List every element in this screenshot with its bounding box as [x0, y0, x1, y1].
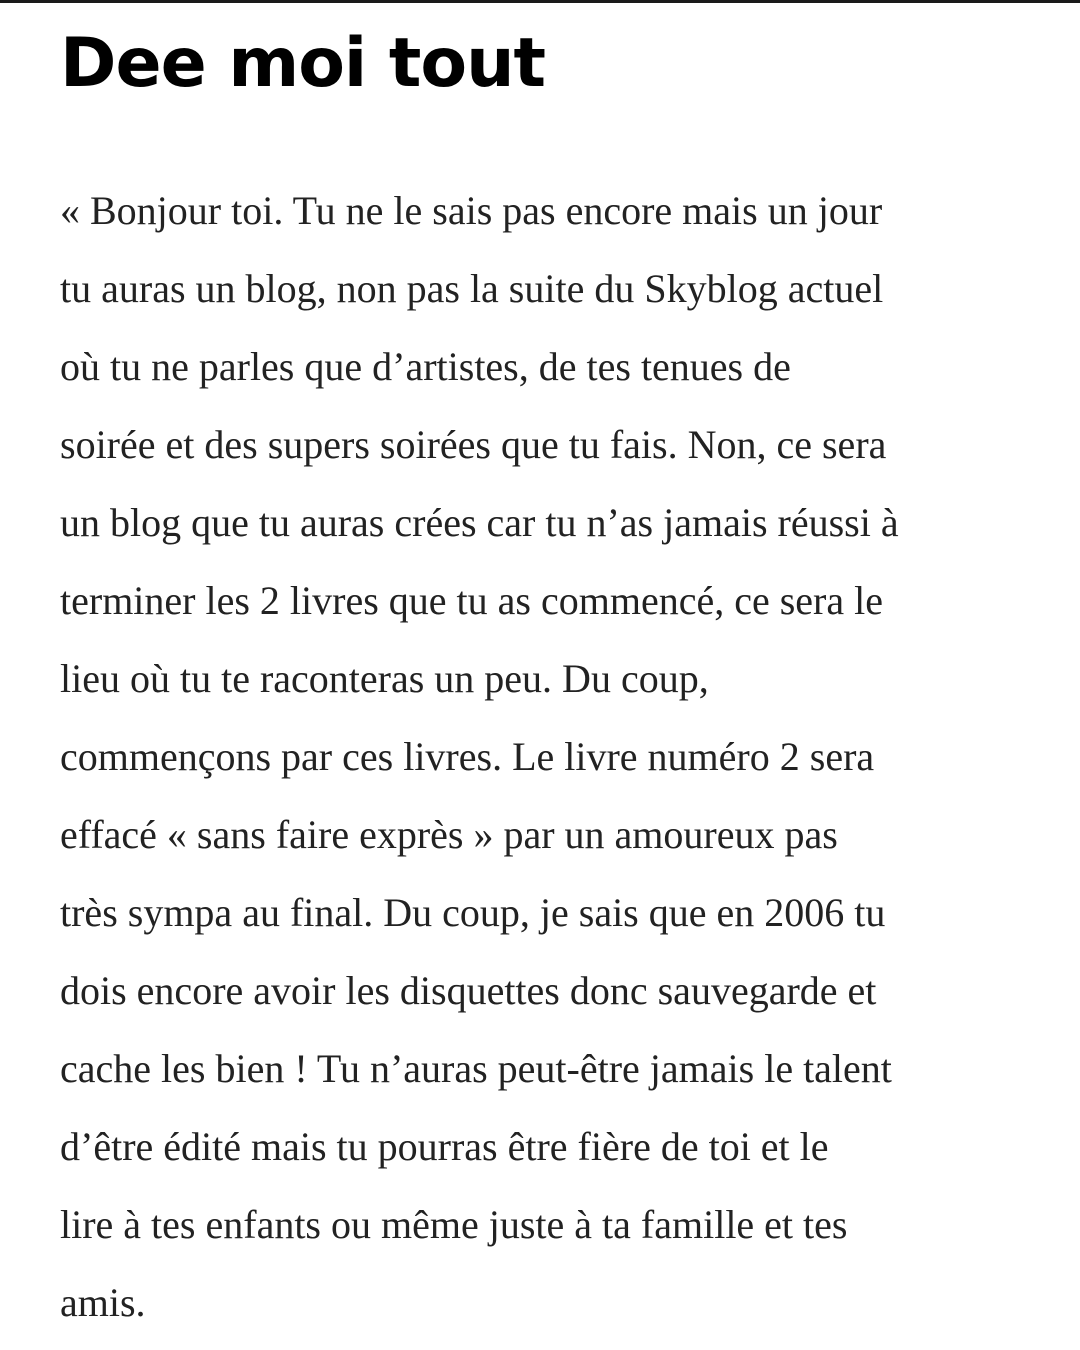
page-title: Dee moi tout: [60, 24, 546, 103]
paragraph-line: effacé « sans faire exprès » par un amoureux pas: [60, 812, 838, 857]
paragraph-line: un blog que tu auras crées car tu n’as jamais réussi à: [60, 500, 899, 545]
article-body: [60, 172, 1030, 1342]
paragraph-line: cache les bien ! Tu n’auras peut-être jamais le talent: [60, 1046, 892, 1091]
paragraph-line: tu auras un blog, non pas la suite du Skyblog actuel: [60, 266, 884, 311]
paragraph-line: amis.: [60, 1280, 146, 1325]
paragraph-line: dois encore avoir les disquettes donc sauvegarde et: [60, 968, 877, 1013]
top-divider: [0, 0, 1080, 3]
paragraph-line: soirée et des supers soirées que tu fais. Non, ce sera: [60, 422, 887, 467]
paragraph-line: « Bonjour toi. Tu ne le sais pas encore mais un jour: [60, 188, 883, 233]
paragraph-line: lire à tes enfants ou même juste à ta famille et tes: [60, 1202, 848, 1247]
paragraph-line: lieu où tu te raconteras un peu. Du coup,: [60, 656, 709, 701]
paragraph-line: terminer les 2 livres que tu as commencé, ce sera le: [60, 578, 883, 623]
paragraph-line: très sympa au final. Du coup, je sais que en 2006 tu: [60, 890, 886, 935]
paragraph-line: commençons par ces livres. Le livre numéro 2 sera: [60, 734, 875, 779]
paragraph-line: où tu ne parles que d’artistes, de tes tenues de: [60, 344, 791, 389]
paragraph-line: d’être édité mais tu pourras être fière de toi et le: [60, 1124, 829, 1169]
